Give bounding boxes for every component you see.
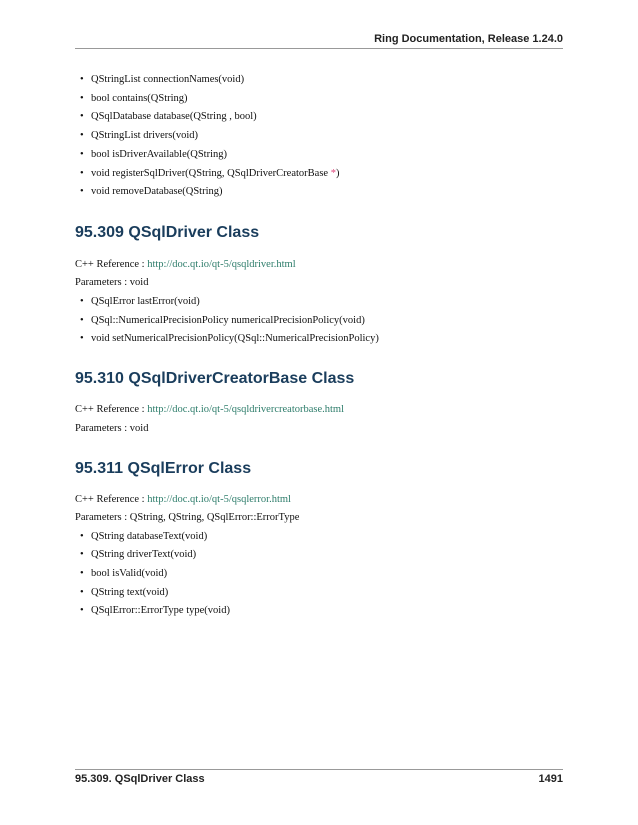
list-item: • QSql::NumericalPrecisionPolicy numericalPrecisionPolicy(void) [80, 315, 365, 326]
list-item: • void registerSqlDriver(QString, QSqlDriverCreatorBase *) [80, 168, 340, 179]
footer-rule [75, 769, 563, 770]
reference-link[interactable]: http://doc.qt.io/qt-5/qsqlerror.html [147, 494, 291, 505]
cpp-reference: C++ Reference : http://doc.qt.io/qt-5/qsqlerror.html [75, 494, 291, 505]
section-heading-qsqlerror: 95.311 QSqlError Class [75, 460, 252, 477]
section-heading-qsqldriver: 95.309 QSqlDriver Class [75, 224, 260, 241]
page-number: 1491 [538, 773, 563, 785]
list-item: • QSqlDatabase database(QString , bool) [80, 111, 257, 122]
list-item: • QString databaseText(void) [80, 531, 208, 542]
list-item: • bool isDriverAvailable(QString) [80, 149, 227, 160]
list-item: • void setNumericalPrecisionPolicy(QSql::NumericalPrecisionPolicy) [80, 333, 379, 344]
cpp-reference: C++ Reference : http://doc.qt.io/qt-5/qsqldrivercreatorbase.html [75, 404, 345, 415]
section-heading-qsqldrivercreatorbase: 95.310 QSqlDriverCreatorBase Class [75, 370, 355, 387]
parameters-line: Parameters : void [75, 277, 149, 288]
list-item: • QString driverText(void) [80, 549, 197, 560]
list-item: • void removeDatabase(QString) [80, 186, 223, 197]
cpp-reference: C++ Reference : http://doc.qt.io/qt-5/qsqldriver.html [75, 259, 296, 270]
reference-link[interactable]: http://doc.qt.io/qt-5/qsqldriver.html [147, 259, 296, 270]
footer-section-title: 95.309. QSqlDriver Class [75, 773, 205, 785]
list-item: • QSqlError::ErrorType type(void) [80, 605, 230, 616]
parameters-line: Parameters : QString, QString, QSqlError::ErrorType [75, 512, 300, 523]
parameters-line: Parameters : void [75, 423, 149, 434]
list-item: • bool contains(QString) [80, 93, 188, 104]
list-item: • QStringList connectionNames(void) [80, 74, 245, 85]
list-item: • QStringList drivers(void) [80, 130, 199, 141]
list-item: • QSqlError lastError(void) [80, 296, 200, 307]
list-item: • bool isValid(void) [80, 568, 168, 579]
pointer-asterisk: * [330, 168, 336, 179]
running-header: Ring Documentation, Release 1.24.0 [374, 33, 563, 45]
list-item: • QString text(void) [80, 587, 169, 598]
header-rule [75, 48, 563, 49]
reference-link[interactable]: http://doc.qt.io/qt-5/qsqldrivercreatorbase.html [147, 404, 345, 415]
